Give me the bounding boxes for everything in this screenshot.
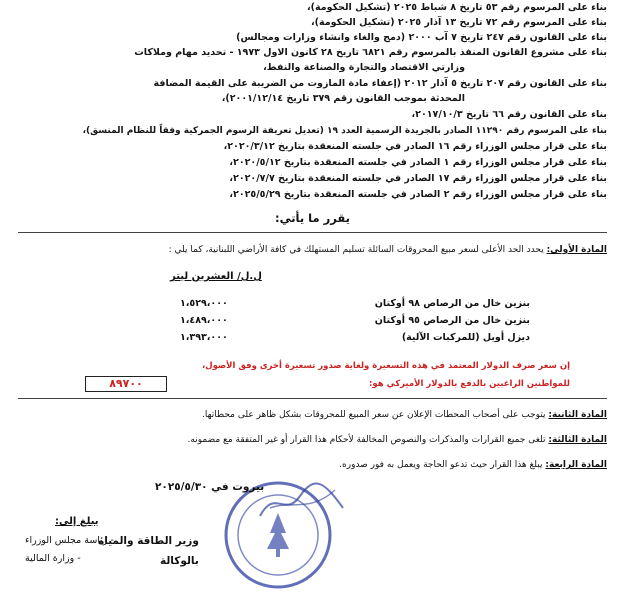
recipient-item: - وزارة المالية: [25, 553, 81, 564]
declaration-line: بناء على المرسوم رقم ١١٢٩٠ الصادر بالجريدة الرسمية العدد ١٩ (تعديل تعريفة الرسوم الجمركية وفقاً للنظام المنسق)،: [82, 126, 607, 136]
fuel-row: [0, 332, 625, 346]
fuel-name: بنزين خال من الرصاص ٩٥ أوكتان: [374, 315, 530, 326]
article-4-label: المادة الرابعة:: [545, 460, 607, 470]
declaration-line: بناء على القانون رقم ٢٠٧ تاريخ ٥ آذار ٢٠١٢ (إعفاء مادة المازوت من الضريبة على القيمة المضافة: [153, 78, 607, 89]
declaration-line: بناء على قرار مجلس الوزراء رقم ١ الصادر في جلسته المنعقدة بتاريخ ٢٠٢٠/٥/١٢،: [229, 157, 607, 168]
article-3-label: المادة الثالثة:: [548, 435, 607, 445]
minister-title: وزير الطاقة والمياه: [98, 535, 199, 547]
price-unit-header: ل.ل/ العشرين ليتر: [170, 271, 262, 282]
article-1-label: المادة الأولى:: [546, 245, 607, 255]
declaration-line: بناء على القانون رقم ٦٦ تاريخ ٢٠١٧/١٠/٣،: [411, 109, 607, 120]
date-line: بيروت في ٢٠٢٥/٥/٣٠: [155, 481, 265, 493]
declaration-line: المحدثة بموجب القانون رقم ٣٧٩ تاريخ ٢٠٠١/١٢/١٤)،: [221, 93, 465, 104]
article-2: [202, 409, 607, 421]
fuel-row: [0, 298, 625, 312]
exchange-note-line-1: إن سعر صرف الدولار المعتمد في هذه التسعيرة ولغاية صدور تسعيرة أخرى وفق الأصول،: [202, 361, 570, 371]
declaration-line: بناء على مشروع القانون المنفذ بالمرسوم رقم ٦٨٢١ تاريخ ٢٨ كانون الاول ١٩٧٣ - تحديد مهام وملاكات: [134, 47, 607, 58]
declaration-line: وزارتي الاقتصاد والتجارة والصناعة والنفط،: [263, 62, 465, 73]
signature-icon: [255, 478, 350, 523]
declaration-line: بناء على قرار مجلس الوزراء رقم ١٦ الصادر في جلسته المنعقدة بتاريخ ٢٠٢٠/٣/١٢،: [223, 141, 607, 152]
declaration-line: بناء على قرار مجلس الوزراء رقم ٢ الصادر في جلسته المنعقدة بتاريخ ٢٠٢٥/٥/٢٩،: [229, 189, 607, 200]
article-4-text: يبلغ هذا القرار حيث تدعو الحاجة ويعمل به فور صدوره.: [339, 460, 543, 470]
fuel-price: ١،٣٩٣،٠٠٠: [180, 332, 228, 343]
fuel-name: بنزين خال من الرصاص ٩٨ أوكتان: [374, 298, 530, 309]
exchange-rate-box: ٨٩٧٠٠: [85, 376, 167, 392]
declaration-line: بناء على المرسوم رقم ٧٢ تاريخ ١٣ آذار ٢٠٢٥ (تشكيل الحكومة)،: [311, 17, 607, 28]
article-3-text: تلغى جميع القرارات والمذكرات والنصوص المخالفة لأحكام هذا القرار أو غير المتفقة مع مضمونه.: [187, 435, 546, 445]
fuel-name: ديزل أويل (للمركبات الآلية): [401, 332, 530, 343]
fuel-price: ١،٤٨٩،٠٠٠: [180, 315, 228, 326]
recipient-item: - رئاسة مجلس الوزراء: [25, 535, 114, 546]
divider: [18, 398, 607, 399]
article-2-text: يتوجب على أصحاب المحطات الإعلان عن سعر المبيع للمحروقات بشكل ظاهر على محطاتها.: [201, 410, 546, 420]
article-2-label: المادة الثانية:: [548, 410, 607, 420]
article-3: [188, 434, 608, 446]
article-1: [169, 244, 607, 256]
declaration-line: بناء على القانون رقم ٢٤٧ تاريخ ٧ آب ٢٠٠٠ (دمج والغاء وانشاء وزارات ومجالس): [236, 32, 607, 43]
decides-heading: يقرر ما يأتي:: [274, 211, 350, 225]
declaration-line: بناء على قرار مجلس الوزراء رقم ١٧ الصادر في جلسته المنعقدة بتاريخ ٢٠٢٠/٧/٧،: [229, 173, 607, 184]
recipients-title: يبلغ إلى:: [55, 516, 99, 527]
fuel-price: ١،٥٢٩،٠٠٠: [180, 298, 228, 309]
divider: [18, 232, 607, 233]
declaration-line: بناء على المرسوم رقم ٥٣ تاريخ ٨ شباط ٢٠٢٥ (تشكيل الحكومة)،: [307, 2, 607, 13]
article-1-text: يحدد الحد الأعلى لسعر مبيع المحروقات السائلة تسليم المستهلك في كافة الأراضي اللبنانية، كما يلي :: [168, 245, 544, 255]
exchange-note-line-2: للمواطنين الراغبين بالدفع بالدولار الأميركي هو:: [369, 379, 570, 389]
article-4: [339, 459, 607, 471]
fuel-row: [0, 315, 625, 329]
agency-label: بالوكالة: [160, 555, 199, 567]
